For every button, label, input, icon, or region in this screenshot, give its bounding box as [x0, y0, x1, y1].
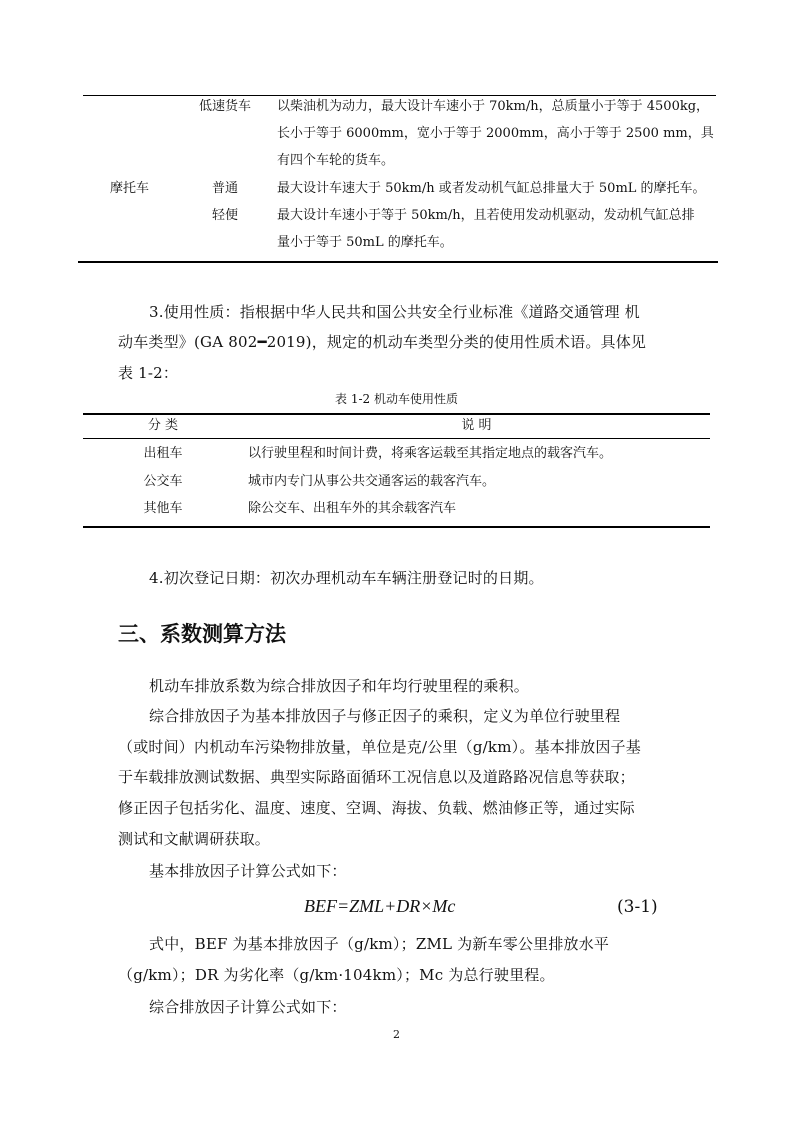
body-paragraph-line: 综合排放因子为基本排放因子与修正因子的乘积，定义为单位行驶里程 [149, 707, 621, 725]
table2-top-rule [83, 413, 710, 415]
table2-row-desc: 除公交车、出租车外的其余载客汽车 [248, 501, 457, 516]
table1-desc-line: 最大设计车速小于等于 50km/h，且若使用发动机驱动，发动机气缸总排 [277, 208, 695, 223]
first-registration-paragraph: 4.初次登记日期：初次办理机动车车辆注册登记时的日期。 [149, 569, 544, 587]
body-paragraph: 基本排放因子计算公式如下： [149, 862, 347, 880]
table1-desc-line: 以柴油机为动力，最大设计车速小于 70km/h，总质量小于等于 4500kg， [277, 99, 710, 114]
body-paragraph: 综合排放因子计算公式如下： [149, 998, 347, 1016]
table2-bottom-rule [83, 526, 710, 528]
table2-row-category: 出租车 [143, 446, 183, 461]
table1-subtype: 普通 [212, 181, 239, 196]
table1-bottom-rule [78, 261, 718, 263]
table2-caption: 表 1-2 机动车使用性质 [335, 392, 458, 406]
table1-desc-line: 长小于等于 6000mm，宽小于等于 2000mm，高小于等于 2500 mm，具 [277, 126, 714, 141]
usage-paragraph-line: 3.使用性质：指根据中华人民共和国公共安全行业标准《道路交通管理 机 [149, 303, 640, 321]
table2-header-rule [83, 438, 710, 439]
table1-category: 摩托车 [110, 181, 150, 196]
table2-header-desc: 说 明 [461, 418, 492, 433]
body-paragraph-line: 于车载排放测试数据、典型实际路面循环工况信息以及道路路况信息等获取； [118, 768, 635, 786]
formula: BEF=ZML+DR×Mc [304, 896, 456, 916]
formula-number: (3-1) [617, 897, 658, 917]
table1-desc-line: 最大设计车速大于 50km/h 或者发动机气缸总排量大于 50mL 的摩托车。 [277, 181, 706, 196]
table2-header-category: 分 类 [147, 418, 179, 433]
body-paragraph-line: 式中，BEF 为基本排放因子（g/km）；ZML 为新车零公里排放水平 [149, 935, 610, 953]
table2-row-category: 其他车 [143, 501, 183, 516]
body-paragraph: 机动车排放系数为综合排放因子和年均行驶里程的乘积。 [149, 677, 530, 695]
table1-subtype: 低速货车 [199, 99, 252, 114]
usage-paragraph-line: 表 1-2： [118, 364, 179, 382]
body-paragraph-line: （g/km）；DR 为劣化率（g/km·104km）；Mc 为总行驶里程。 [118, 966, 555, 984]
body-paragraph-line: （或时间）内机动车污染物排放量，单位是克/公里（g/km）。基本排放因子基 [118, 738, 641, 756]
table1-desc-line: 有四个车轮的货车。 [277, 153, 395, 168]
table2-row-desc: 以行驶里程和时间计费，将乘客运载至其指定地点的载客汽车。 [248, 446, 613, 461]
table1-top-rule [83, 95, 716, 96]
table2-row-category: 公交车 [143, 474, 183, 489]
table2-row-desc: 城市内专门从事公共交通客运的载客汽车。 [248, 474, 496, 489]
page-number: 2 [393, 1028, 400, 1041]
table1-subtype: 轻便 [212, 208, 239, 223]
section-heading: 三、系数测算方法 [118, 622, 286, 646]
body-paragraph-line: 修正因子包括劣化、温度、速度、空调、海拔、负载、燃油修正等，通过实际 [118, 799, 635, 817]
table1-desc-line: 量小于等于 50mL 的摩托车。 [277, 235, 453, 250]
usage-paragraph-line: 动车类型》(GA 802━2019)，规定的机动车类型分类的使用性质术语。具体见 [118, 333, 647, 351]
body-paragraph-line: 测试和文献调研获取。 [118, 830, 271, 848]
